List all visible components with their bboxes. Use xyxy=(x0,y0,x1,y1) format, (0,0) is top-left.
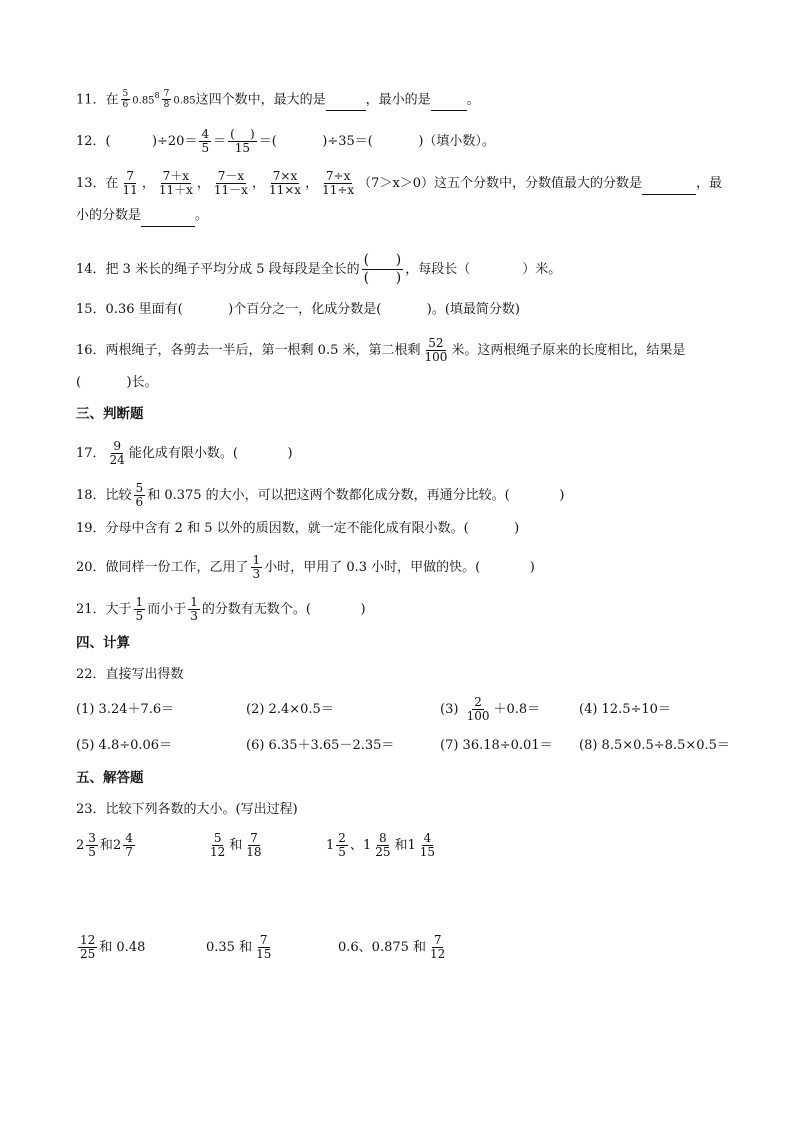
fraction: $\frac{7}{11}$ xyxy=(122,169,138,197)
compare-item-c xyxy=(326,832,439,859)
q11-value: 0.85 xyxy=(132,95,155,107)
fraction: $\frac{1}{5}$ xyxy=(135,595,144,623)
calc-item-1: (1) 3.24＋7.6＝ xyxy=(76,702,175,717)
fraction: $\frac{7}{12}$ xyxy=(430,933,446,961)
compare-text: 0.35 和 xyxy=(206,940,253,955)
q13-text: 小的分数是 xyxy=(76,208,142,223)
q13-prefix: 13．在 xyxy=(76,176,119,191)
question-17 xyxy=(76,440,293,467)
q16-text: ( )长。 xyxy=(76,375,158,390)
question-15 xyxy=(76,300,520,320)
question-14 xyxy=(76,252,561,287)
q12-prefix: 12． xyxy=(76,134,106,149)
fraction: $\frac{1}{3}$ xyxy=(190,595,198,623)
calc-item-4: (4) 12.5÷10＝ xyxy=(579,702,671,717)
conj: 和 xyxy=(99,838,113,853)
fraction: $\frac{7+x}{11+x}$ xyxy=(158,169,193,197)
q16-text: 米。这两根绳子原来的长度相比，结果是 xyxy=(451,343,686,358)
q12-text: ÷35＝ xyxy=(327,134,368,149)
q13-text: ，最 xyxy=(696,176,723,191)
q13-end: 。 xyxy=(195,208,209,223)
mixed-number: 2 $\frac{3}{5}$ xyxy=(76,831,96,859)
fraction: $\frac{7\times x}{11\times x}$ xyxy=(268,169,302,197)
answer-blank[interactable] xyxy=(642,174,696,195)
fraction: $\frac{5}{6}$ xyxy=(122,89,129,111)
compare-item-d xyxy=(76,934,145,961)
mixed-number: 1 $\frac{4}{15}$ xyxy=(407,831,436,859)
q15-text: 15．0.36 里面有( )个百分之一，化成分数是( )。(填最简分数) xyxy=(76,302,520,317)
question-22-title: 22．直接写出得数 xyxy=(76,667,184,682)
q11-prefix: 11．在 xyxy=(76,92,119,108)
answer-paren[interactable]: ( ) xyxy=(367,134,424,149)
q21-prefix: 21．大于 xyxy=(76,602,132,617)
answer-paren[interactable]: ( ) xyxy=(105,134,158,149)
section-heading-answers: 五、解答题 xyxy=(76,770,144,786)
calc-item-3-rest: ＋0.8＝ xyxy=(493,702,541,717)
q17-text: 能化成有限小数。( ) xyxy=(128,446,293,461)
compare-text: 0.6、0.875 和 xyxy=(338,940,427,955)
mixed-number: 1 $\frac{2}{5}$ xyxy=(326,831,346,859)
q14-text: ，每段长（ xyxy=(405,262,471,277)
q11-end: 。 xyxy=(466,92,480,108)
q11-text: 这四个数中，最大的是 xyxy=(195,92,326,108)
question-23-title: 23．比较下列各数的大小。(写出过程) xyxy=(76,802,298,817)
fraction-blank[interactable]: $\frac{( )}{( )}$ xyxy=(363,252,402,286)
q11-sup: 8 xyxy=(154,91,160,100)
fraction: $\frac{7\div x}{11\div x}$ xyxy=(322,169,355,197)
calc-item-3 xyxy=(440,692,540,728)
q19-text: 19．分母中含有 2 和 5 以外的质因数，就一定不能化成有限小数。( ) xyxy=(76,521,520,536)
fraction: $\frac{1}{3}$ xyxy=(252,553,261,581)
fraction: $\frac{9}{24}$ xyxy=(109,439,125,467)
q16-text: 16．两根绳子，各剪去一半后，第一根剩 0.5 米，第二根剩 xyxy=(76,343,421,358)
compare-item-e xyxy=(206,934,275,961)
fraction: $\frac{5}{6}$ xyxy=(135,481,144,509)
fraction-blank[interactable]: $\frac{( )}{15}$ xyxy=(230,127,255,155)
fraction: $\frac{7}{18}$ xyxy=(246,831,262,859)
answer-blank[interactable] xyxy=(141,206,195,227)
answer-blank[interactable] xyxy=(326,90,366,111)
question-21 xyxy=(76,596,366,623)
question-12 xyxy=(76,128,495,155)
q11-value: 0.85 xyxy=(173,95,196,107)
compare-text: 和 0.48 xyxy=(99,940,146,955)
conj: 和 xyxy=(229,838,243,853)
fraction: $\frac{7}{8}$ xyxy=(163,89,170,111)
q18-text: 和 0.375 的大小，可以把这两个数都化成分数，再通分比较。( ) xyxy=(147,488,565,503)
q12-text: ÷20＝ xyxy=(157,134,198,149)
section-heading-judgement: 三、判断题 xyxy=(76,406,144,422)
q12-text: （填小数）。 xyxy=(423,134,495,149)
calc-item-7: (7) 36.18÷0.01＝ xyxy=(440,738,553,753)
calc-item-2: (2) 2.4×0.5＝ xyxy=(246,702,334,717)
fraction: $\frac{7-x}{11-x}$ xyxy=(213,169,248,197)
calc-item-6: (6) 6.35＋3.65－2.35＝ xyxy=(246,738,395,753)
question-11 xyxy=(76,86,480,111)
q14-text: 14．把 3 米长的绳子平均分成 5 段每段是全长的 xyxy=(76,262,360,277)
question-13-line2 xyxy=(76,206,208,227)
question-13: 13．在 $\frac{7}{11}$ ， $\frac{7+x}{11+x}$ ， $\frac{7-x}{11-x}$ ， $\frac{7\times x}{11\times x}$ ， $\frac{7\div x}{11\div x}$ （7＞x＞0）这五个分数中，分数值最大的分数是 ，最 xyxy=(76,169,723,197)
q18-prefix: 18．比较 xyxy=(76,488,132,503)
q13-text: （7＞x＞0）这五个分数中，分数值最大的分数是 xyxy=(358,176,643,191)
mixed-number: 2 $\frac{4}{7}$ xyxy=(112,831,133,859)
q21-text: 的分数有无数个。( ) xyxy=(201,602,366,617)
question-20 xyxy=(76,554,535,581)
answer-paren[interactable]: ( ) xyxy=(271,134,328,149)
sep: 、 xyxy=(349,838,363,853)
question-19 xyxy=(76,519,519,539)
fraction: $\frac{2}{100}$ xyxy=(466,695,490,723)
equals: ＝ xyxy=(213,134,227,149)
conj: 和 xyxy=(394,838,408,853)
question-18 xyxy=(76,482,564,509)
mixed-number: 1 $\frac{8}{25}$ xyxy=(362,831,391,859)
question-16 xyxy=(76,337,685,364)
section-heading-calculation: 四、计算 xyxy=(76,635,130,651)
q21-text: 而小于 xyxy=(147,602,187,617)
calc-item-5: (5) 4.8÷0.06＝ xyxy=(76,738,173,753)
compare-item-a xyxy=(76,832,137,859)
fraction: $\frac{12}{25}$ xyxy=(80,933,96,961)
calc-item-8: (8) 8.5×0.5÷8.5×0.5＝ xyxy=(579,738,730,753)
q20-prefix: 20．做同样一份工作，乙用了 xyxy=(76,560,249,575)
q20-text: 小时，甲用了 0.3 小时，甲做的快。( ) xyxy=(264,560,535,575)
fraction: $\frac{7}{15}$ xyxy=(256,933,272,961)
fraction: $\frac{52}{100}$ xyxy=(424,336,448,364)
compare-item-f xyxy=(338,934,449,961)
fraction: $\frac{4}{5}$ xyxy=(201,127,210,155)
q17-prefix: 17． xyxy=(76,446,106,461)
equals: ＝ xyxy=(258,134,272,149)
q14-text: ）米。 xyxy=(522,262,562,277)
answer-blank[interactable] xyxy=(431,90,467,111)
compare-item-b xyxy=(206,832,266,859)
calc-item-3-prefix: (3) xyxy=(440,702,459,717)
q11-text: ，最小的是 xyxy=(365,92,431,108)
fraction: $\frac{5}{12}$ xyxy=(210,831,226,859)
question-16-line2 xyxy=(76,373,158,393)
answer-space[interactable] xyxy=(470,260,522,280)
